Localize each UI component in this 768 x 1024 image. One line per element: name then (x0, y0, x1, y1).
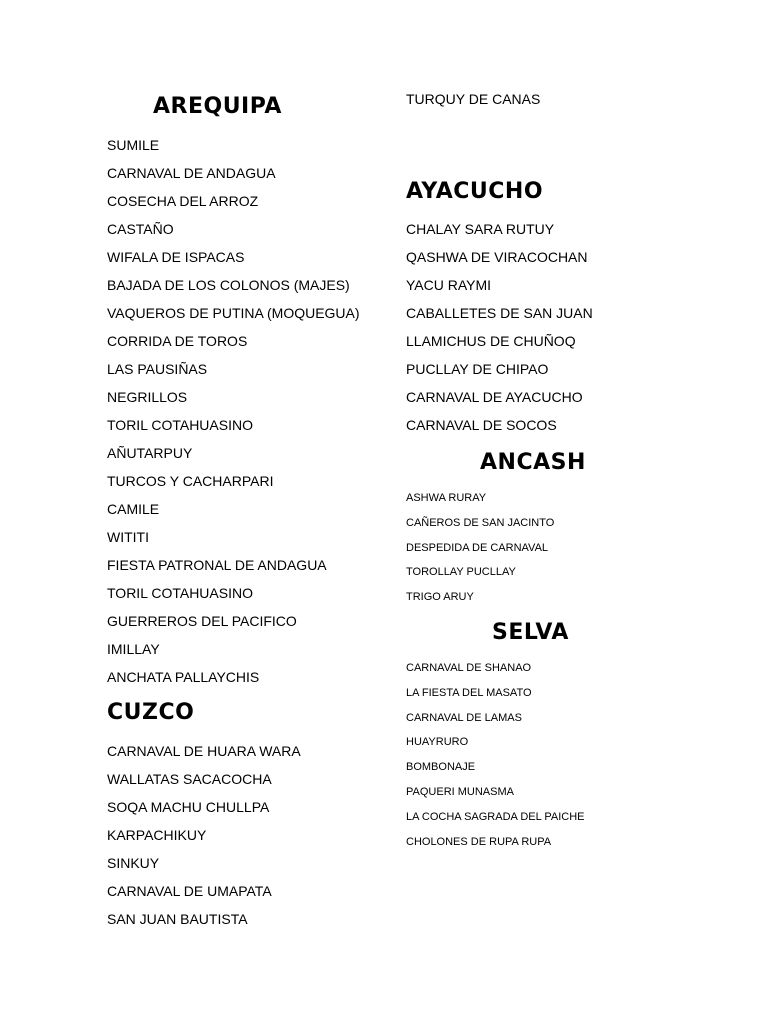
list-item: CARNAVAL DE UMAPATA (107, 883, 272, 899)
list-item: ASHWA RURAY (406, 492, 487, 504)
list-item: TOROLLAY PUCLLAY (406, 566, 516, 579)
list-item: CHOLONES DE RUPA RUPA (406, 835, 552, 848)
list-item: CAMILE (107, 501, 160, 517)
list-item: SAN JUAN BAUTISTA (107, 911, 248, 927)
list-item: IMILLAY (107, 641, 160, 657)
list-item: COSECHA DEL ARROZ (107, 193, 259, 209)
heading-cuzco: CUZCO (107, 700, 195, 725)
heading-ayacucho: AYACUCHO (406, 179, 544, 204)
list-arequipa (107, 136, 360, 696)
list-item: CARNAVAL DE ANDAGUA (107, 165, 276, 181)
list-item: KARPACHIKUY (107, 827, 207, 843)
list-item: BOMBONAJE (406, 761, 476, 774)
list-item: LA FIESTA DEL MASATO (406, 686, 532, 699)
list-item: PAQUERI MUNASMA (406, 785, 514, 798)
list-item: GUERREROS DEL PACIFICO (107, 613, 297, 629)
list-item: BAJADA DE LOS COLONOS (MAJES) (107, 277, 350, 293)
list-item: LA COCHA SAGRADA DEL PAICHE (406, 810, 585, 823)
list-item: VAQUEROS DE PUTINA (MOQUEGUA) (107, 305, 360, 321)
list-ancash (406, 491, 554, 615)
list-item: CARNAVAL DE SOCOS (406, 417, 557, 433)
list-item: LLAMICHUS DE CHUÑOQ (406, 333, 576, 349)
list-selva (406, 661, 585, 859)
list-item-cuzco-continued: TURQUY DE CANAS (406, 91, 541, 107)
list-ayacucho (406, 220, 593, 444)
list-item: WIFALA DE ISPACAS (107, 249, 245, 265)
list-item: DESPEDIDA DE CARNAVAL (406, 541, 549, 554)
list-item: WITITI (107, 529, 149, 545)
list-item: CARNAVAL DE HUARA WARA (107, 743, 301, 759)
heading-arequipa: AREQUIPA (153, 94, 282, 119)
list-item: CABALLETES DE SAN JUAN (406, 305, 593, 321)
list-item: CASTAÑO (107, 221, 174, 237)
list-item: WALLATAS SACACOCHA (107, 771, 272, 787)
list-item: QASHWA DE VIRACOCHAN (406, 249, 588, 265)
list-item: CORRIDA DE TOROS (107, 333, 248, 349)
list-item: TORIL COTAHUASINO (107, 417, 253, 433)
list-item: NEGRILLOS (107, 389, 188, 405)
list-cuzco (107, 742, 301, 938)
list-item: CARNAVAL DE SHANAO (406, 662, 532, 674)
list-item: PUCLLAY DE CHIPAO (406, 361, 549, 377)
list-item: CAÑEROS DE SAN JACINTO (406, 516, 555, 529)
list-item: AÑUTARPUY (107, 445, 193, 461)
list-item: LAS PAUSIÑAS (107, 361, 208, 377)
heading-ancash: ANCASH (480, 450, 586, 475)
list-item: HUAYRURO (406, 736, 469, 749)
heading-selva: SELVA (492, 620, 569, 645)
list-item: CHALAY SARA RUTUY (406, 221, 555, 237)
list-item: CARNAVAL DE AYACUCHO (406, 389, 583, 405)
list-item: SINKUY (107, 855, 160, 871)
list-item: TRIGO ARUY (406, 591, 474, 604)
list-item: SUMILE (107, 137, 160, 153)
list-item: ANCHATA PALLAYCHIS (107, 669, 260, 685)
list-item: CARNAVAL DE LAMAS (406, 711, 522, 724)
list-item: TURCOS Y CACHARPARI (107, 473, 274, 489)
list-item: TORIL COTAHUASINO (107, 585, 253, 601)
list-item: FIESTA PATRONAL DE ANDAGUA (107, 557, 327, 573)
list-item: YACU RAYMI (406, 277, 492, 293)
list-item: SOQA MACHU CHULLPA (107, 799, 270, 815)
